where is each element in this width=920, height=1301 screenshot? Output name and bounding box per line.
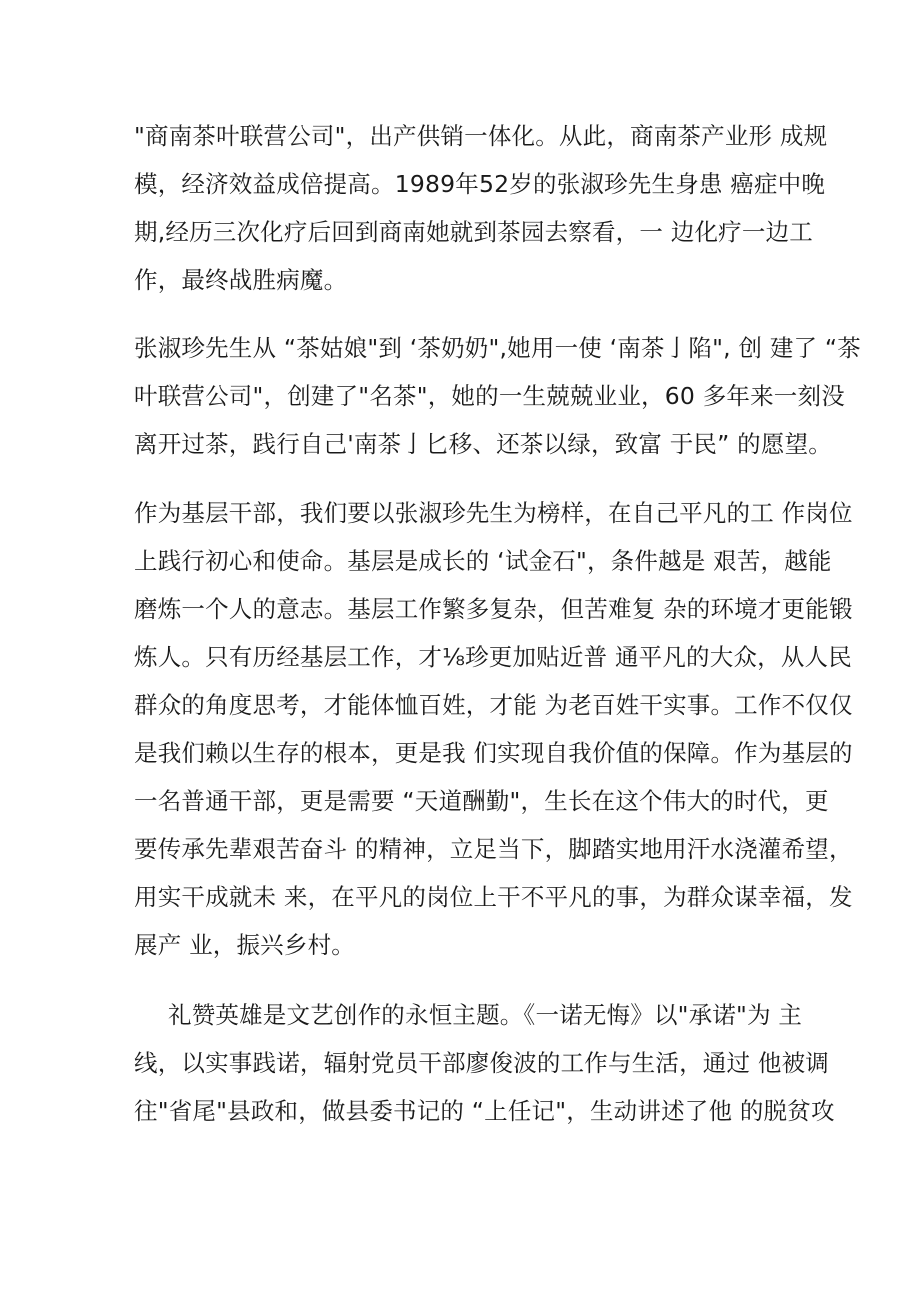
paragraph-4-line-2: 线，以实事践诺，辐射党员干部廖俊波的工作与生活，通过 他被调	[134, 1049, 829, 1077]
paragraph-3-line-2: 上践行初心和使命。基层是成长的 ‘试金石"，条件越是 艰苦，越能	[134, 547, 832, 575]
paragraph-3-line-1: 作为基层干部，我们要以张淑珍先生为榜样，在自己平凡的工 作岗位	[134, 499, 853, 527]
paragraph-3-line-8: 要传承先辈艰苦奋斗 的精神，立足当下，脚踏实地用汗水浇灌希望，	[134, 835, 853, 863]
paragraph-2-line-2: 叶联营公司"，创建了"名茶"，她的一生兢兢业业，60 多年来一刻没	[134, 382, 845, 410]
paragraph-3-line-5: 群众的角度思考，才能体恤百姓，才能 为老百姓干实事。工作不仅仅	[134, 691, 853, 719]
paragraph-3-line-6: 是我们赖以生存的根本，更是我 们实现自我价值的保障。作为基层的	[134, 739, 853, 767]
paragraph-1-line-2: 模，经济效益成倍提高。1989年52岁的张淑珍先生身患 癌症中晚	[134, 170, 826, 198]
paragraph-1-line-4: 作，最终战胜病魔。	[134, 266, 348, 294]
paragraph-1-line-1: "商南茶叶联营公司"，出产供销一体化。从此，商南茶产业形 成规	[134, 122, 828, 150]
paragraph-2-line-3: 离开过茶，践行自己'南茶亅匕移、还茶以绿，致富 于民” 的愿望。	[134, 430, 832, 458]
paragraph-3-line-10: 展产 业，振兴乡村。	[134, 931, 355, 959]
paragraph-3-line-7: 一名普通干部，更是需要 “天道酬勤"，生长在这个伟大的时代，更	[134, 787, 829, 815]
paragraph-3-line-3: 磨炼一个人的意志。基层工作繁多复杂，但苦难复 杂的环境才更能锻	[134, 595, 853, 623]
paragraph-4-line-1: 礼赞英雄是文艺创作的永恒主题。《一诺无悔》以"承诺"为 主	[168, 1001, 803, 1029]
paragraph-2-line-1: 张淑珍先生从 “茶姑娘"到 ‘茶奶奶",她用一使 ‘南茶亅陷", 创 建了 “茶	[134, 334, 861, 362]
paragraph-3-line-4: 炼人。只有历经基层工作，才⅛珍更加贴近普 通平凡的大众，从人民	[134, 643, 852, 671]
paragraph-3-line-9: 用实干成就未 来，在平凡的岗位上干不平凡的事，为群众谋幸福，发	[134, 883, 853, 911]
paragraph-1-line-3: 期,经历三次化疗后回到商南她就到茶园去察看，一 边化疗一边工	[134, 218, 813, 246]
paragraph-4-line-3: 往"省尾"县政和，做县委书记的 “上任记"，生动讲述了他 的脱贫攻	[134, 1097, 835, 1125]
